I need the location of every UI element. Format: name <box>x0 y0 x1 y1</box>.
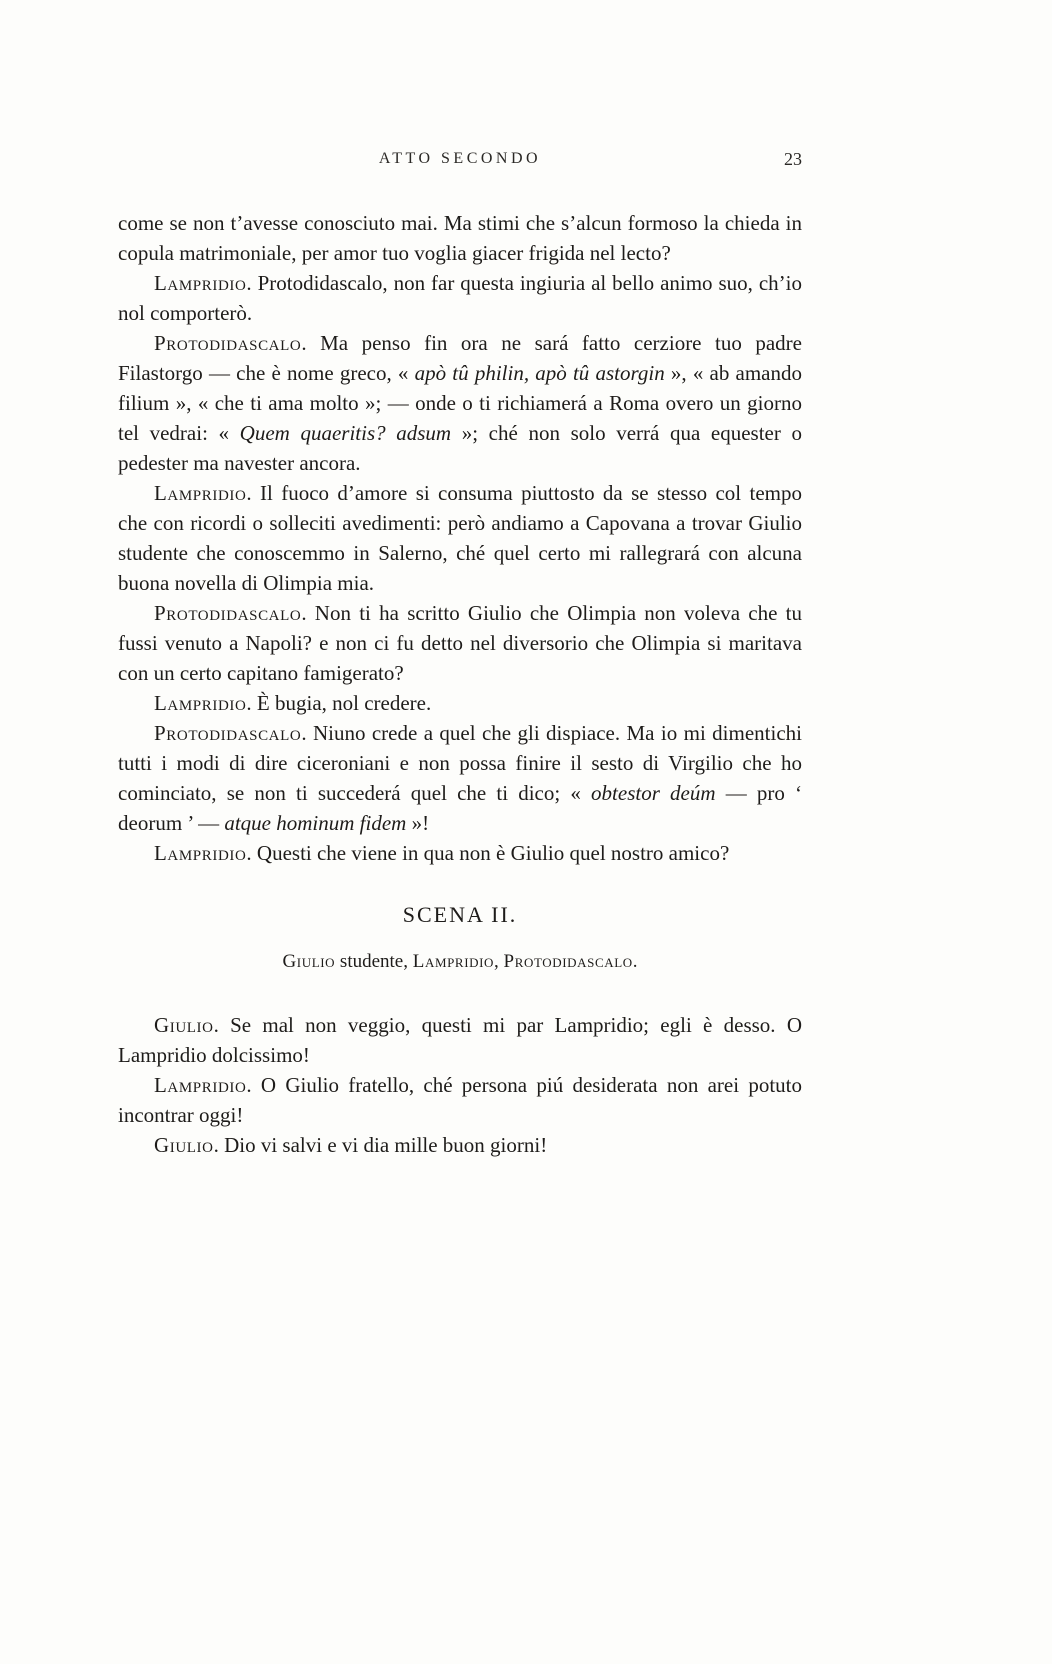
text-run: . Il fuoco d’amore si consuma piuttosto da se stesso col tempo che con ricordi o solleciti avedimenti: però andiamo a Capovana a trovar Giulio studente che conoscemmo in Salerno, ché quel certo mi rallegrará con alcuna buona novella di Olimpia mia. <box>118 481 802 595</box>
text-block <box>118 150 802 1160</box>
speaker-name: Giulio <box>282 951 336 972</box>
italic-phrase: apò tû philin, apò tû astorgin <box>414 361 665 385</box>
speaker-name: Lampridio <box>154 1073 247 1097</box>
speaker-name: Protodidascalo <box>154 601 302 625</box>
paragraph <box>118 1070 802 1130</box>
text-run: . È bugia, nol credere. <box>246 691 432 715</box>
italic-phrase: Quem quaeritis? adsum <box>239 421 452 445</box>
text-run: . Dio vi salvi e vi dia mille buon giorni! <box>213 1133 548 1157</box>
text-run: . Ma penso fin ora ne sará fatto cerziore tuo padre Filastorgo — che è nome greco, « <box>118 331 802 385</box>
paragraph <box>118 208 802 268</box>
speaker-name: Protodidascalo <box>154 721 302 745</box>
text-run: »; ché non solo verrá qua equester o pedester ma navester ancora. <box>118 421 802 475</box>
paragraph <box>118 1130 802 1160</box>
page-header <box>118 150 802 176</box>
cast-line <box>118 948 802 976</box>
paragraph <box>118 1010 802 1070</box>
text-run: . Niuno crede a quel che gli dispiace. Ma io mi dimentichi tutti i modi di dire ciceroniani e non possa finire il sesto di Virgilio che ho cominciato, se non ti succederá quel che ti dico; « <box>118 721 802 805</box>
text-run: . <box>632 951 638 972</box>
text-run: »! <box>406 811 430 835</box>
paragraph <box>118 598 802 688</box>
speaker-name: Lampridio <box>154 841 247 865</box>
paragraph <box>118 718 802 838</box>
text-run: . Non ti ha scritto Giulio che Olimpia non voleva che tu fussi venuto a Napoli? e non ci fu detto nel diversorio che Olimpia si maritava con un certo capitano famigerato? <box>118 601 802 685</box>
scene-heading: SCENA II. <box>402 902 518 927</box>
speaker-name: Lampridio <box>154 691 247 715</box>
paragraph <box>118 268 802 328</box>
text-run: . Questi che viene in qua non è Giulio quel nostro amico? <box>246 841 730 865</box>
paragraph <box>118 328 802 478</box>
text-run: , <box>494 951 504 972</box>
speaker-name: Lampridio <box>154 271 247 295</box>
text-run: studente, <box>335 951 413 972</box>
paragraph <box>118 688 802 718</box>
speaker-name: Giulio <box>154 1013 214 1037</box>
speaker-name: Giulio <box>154 1133 214 1157</box>
speaker-name: Protodidascalo <box>154 331 302 355</box>
text-run: come se non t’avesse conosciuto mai. Ma stimi che s’alcun formoso la chieda in copula matrimoniale, per amor tuo voglia giacer frigida nel lecto? <box>118 211 802 265</box>
speaker-name: Protodidascalo <box>503 951 633 972</box>
text-run: . Protodidascalo, non far questa ingiuria al bello animo suo, ch’io nol comporterò. <box>118 271 802 325</box>
text-run: », « ab amando filium », « che ti ama molto »; — onde o ti richiamerá a Roma overo un giorno tel vedrai: « <box>118 361 802 445</box>
text-run: . Se mal non veggio, questi mi par Lampridio; egli è desso. O Lampridio dolcissimo! <box>118 1013 802 1067</box>
paragraph <box>118 478 802 598</box>
page-number: 23 <box>784 149 802 169</box>
text-body <box>118 208 802 1160</box>
running-title: ATTO SECONDO <box>378 150 542 167</box>
speaker-name: Lampridio <box>412 951 495 972</box>
paragraph <box>118 838 802 868</box>
italic-phrase: atque hominum fidem <box>224 811 407 835</box>
text-run: . O Giulio fratello, ché persona piú desiderata non arei potuto incontrar oggi! <box>118 1073 802 1127</box>
speaker-name: Lampridio <box>154 481 247 505</box>
italic-phrase: obtestor deúm <box>591 781 716 805</box>
text-run: — pro ‘ deorum ’ — <box>118 781 802 835</box>
